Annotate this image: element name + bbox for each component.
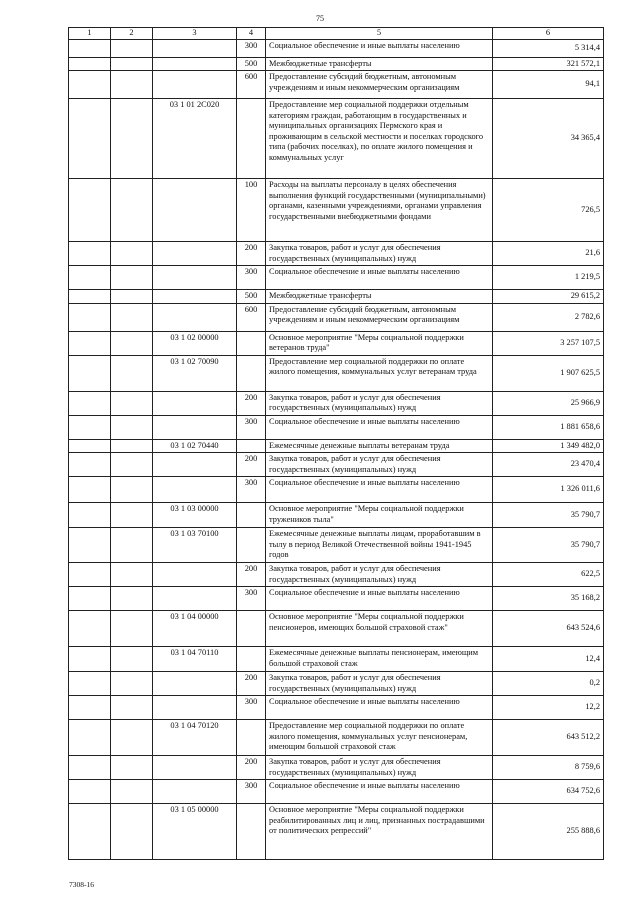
- target-item-code: [153, 242, 237, 266]
- empty-cell: [111, 39, 153, 57]
- table-row: [69, 290, 604, 304]
- empty-cell: [69, 563, 111, 587]
- empty-cell: [111, 57, 153, 71]
- table-row: [69, 355, 604, 391]
- empty-cell: [111, 696, 153, 720]
- expense-type-code: [237, 439, 266, 453]
- empty-cell: [111, 439, 153, 453]
- empty-cell: [69, 804, 111, 860]
- target-item-code: [153, 780, 237, 804]
- empty-cell: [111, 290, 153, 304]
- expense-name: Социальное обеспечение и иные выплаты населению: [266, 587, 493, 611]
- amount-cell: 321 572,1: [493, 57, 604, 71]
- table-row: [69, 242, 604, 266]
- expense-type-code: 600: [237, 303, 266, 331]
- column-header: 2: [111, 28, 153, 40]
- target-item-code: 03 1 05 00000: [153, 804, 237, 860]
- expense-name: Предоставление мер социальной поддержки отдельным категориям граждан, работающим в государственных и муниципальных организациях Пермского края и проживающим в сельской местности и поселках городского типа (рабочих поселках), по оплате жилого помещения и коммунальных услуг: [266, 99, 493, 179]
- expense-type-code: 100: [237, 179, 266, 242]
- expense-name: Социальное обеспечение и иные выплаты населению: [266, 39, 493, 57]
- target-item-code: [153, 563, 237, 587]
- empty-cell: [69, 672, 111, 696]
- expense-name: Ежемесячные денежные выплаты ветеранам труда: [266, 439, 493, 453]
- amount-cell: 25 966,9: [493, 391, 604, 415]
- expense-type-code: 500: [237, 57, 266, 71]
- column-header: 4: [237, 28, 266, 40]
- table-row: [69, 503, 604, 528]
- expense-name: Социальное обеспечение и иные выплаты населению: [266, 780, 493, 804]
- empty-cell: [111, 563, 153, 587]
- table-header-row: [69, 28, 604, 40]
- table-body: [69, 39, 604, 860]
- expense-type-code: [237, 331, 266, 355]
- table-row: [69, 611, 604, 647]
- empty-cell: [69, 439, 111, 453]
- empty-cell: [69, 528, 111, 563]
- expense-name: Закупка товаров, работ и услуг для обеспечения государственных (муниципальных) нужд: [266, 672, 493, 696]
- expense-name: Закупка товаров, работ и услуг для обеспечения государственных (муниципальных) нужд: [266, 453, 493, 477]
- empty-cell: [69, 39, 111, 57]
- expense-name: Основное мероприятие "Меры социальной поддержки тружеников тыла": [266, 503, 493, 528]
- empty-cell: [69, 266, 111, 290]
- target-item-code: 03 1 02 70090: [153, 355, 237, 391]
- expense-name: Закупка товаров, работ и услуг для обеспечения государственных (муниципальных) нужд: [266, 391, 493, 415]
- table-row: [69, 99, 604, 179]
- target-item-code: [153, 391, 237, 415]
- empty-cell: [69, 453, 111, 477]
- empty-cell: [111, 587, 153, 611]
- expense-type-code: 200: [237, 672, 266, 696]
- empty-cell: [69, 611, 111, 647]
- empty-cell: [111, 415, 153, 439]
- expense-type-code: [237, 503, 266, 528]
- target-item-code: 03 1 02 70440: [153, 439, 237, 453]
- column-header: 6: [493, 28, 604, 40]
- expense-type-code: 600: [237, 71, 266, 99]
- expense-name: Основное мероприятие "Меры социальной поддержки ветеранов труда": [266, 331, 493, 355]
- table-row: [69, 57, 604, 71]
- amount-cell: 12,2: [493, 696, 604, 720]
- expense-name: Межбюджетные трансферты: [266, 57, 493, 71]
- empty-cell: [69, 391, 111, 415]
- table-row: [69, 528, 604, 563]
- expense-type-code: [237, 355, 266, 391]
- amount-cell: 643 524,6: [493, 611, 604, 647]
- column-header: 1: [69, 28, 111, 40]
- empty-cell: [69, 647, 111, 672]
- amount-cell: 29 615,2: [493, 290, 604, 304]
- expense-type-code: 200: [237, 756, 266, 780]
- empty-cell: [111, 780, 153, 804]
- amount-cell: 726,5: [493, 179, 604, 242]
- amount-cell: 1 881 658,6: [493, 415, 604, 439]
- expense-type-code: 300: [237, 696, 266, 720]
- target-item-code: 03 1 04 70110: [153, 647, 237, 672]
- amount-cell: 23 470,4: [493, 453, 604, 477]
- empty-cell: [69, 355, 111, 391]
- empty-cell: [69, 179, 111, 242]
- table-row: [69, 587, 604, 611]
- empty-cell: [111, 720, 153, 756]
- empty-cell: [111, 71, 153, 99]
- target-item-code: [153, 179, 237, 242]
- amount-cell: 634 752,6: [493, 780, 604, 804]
- expense-type-code: 300: [237, 477, 266, 503]
- table-row: [69, 477, 604, 503]
- target-item-code: [153, 39, 237, 57]
- empty-cell: [69, 477, 111, 503]
- amount-cell: 2 782,6: [493, 303, 604, 331]
- expense-name: Закупка товаров, работ и услуг для обеспечения государственных (муниципальных) нужд: [266, 563, 493, 587]
- target-item-code: [153, 290, 237, 304]
- expense-type-code: [237, 528, 266, 563]
- table-row: [69, 71, 604, 99]
- empty-cell: [69, 415, 111, 439]
- column-header: 3: [153, 28, 237, 40]
- amount-cell: 12,4: [493, 647, 604, 672]
- empty-cell: [69, 331, 111, 355]
- empty-cell: [111, 331, 153, 355]
- expense-name: Ежемесячные денежные выплаты пенсионерам, имеющим большой страховой стаж: [266, 647, 493, 672]
- empty-cell: [111, 804, 153, 860]
- expense-name: Закупка товаров, работ и услуг для обеспечения государственных (муниципальных) нужд: [266, 242, 493, 266]
- amount-cell: 35 168,2: [493, 587, 604, 611]
- empty-cell: [69, 57, 111, 71]
- footer-code: 7308-16: [69, 880, 94, 889]
- target-item-code: 03 1 01 2С020: [153, 99, 237, 179]
- target-item-code: [153, 756, 237, 780]
- target-item-code: [153, 587, 237, 611]
- target-item-code: [153, 303, 237, 331]
- expense-type-code: [237, 804, 266, 860]
- table-row: [69, 453, 604, 477]
- target-item-code: 03 1 02 00000: [153, 331, 237, 355]
- table-row: [69, 780, 604, 804]
- amount-cell: 1 907 625,5: [493, 355, 604, 391]
- table-row: [69, 439, 604, 453]
- target-item-code: [153, 696, 237, 720]
- table-row: [69, 563, 604, 587]
- expense-type-code: 300: [237, 780, 266, 804]
- expense-type-code: 300: [237, 266, 266, 290]
- amount-cell: 3 257 107,5: [493, 331, 604, 355]
- expense-name: Межбюджетные трансферты: [266, 290, 493, 304]
- amount-cell: 35 790,7: [493, 528, 604, 563]
- empty-cell: [69, 587, 111, 611]
- target-item-code: 03 1 04 00000: [153, 611, 237, 647]
- empty-cell: [69, 99, 111, 179]
- amount-cell: 255 888,6: [493, 804, 604, 860]
- table-row: [69, 696, 604, 720]
- expense-type-code: 500: [237, 290, 266, 304]
- expense-name: Предоставление мер социальной поддержки по оплате жилого помещения, коммунальных услуг пенсионерам, имеющим большой страховой стаж: [266, 720, 493, 756]
- expense-name: Основное мероприятие "Меры социальной поддержки реабилитированных лиц и лиц, признанных пострадавшими от политических репрессий": [266, 804, 493, 860]
- expense-type-code: [237, 720, 266, 756]
- table-row: [69, 720, 604, 756]
- expense-name: Социальное обеспечение и иные выплаты населению: [266, 696, 493, 720]
- table-row: [69, 672, 604, 696]
- target-item-code: [153, 415, 237, 439]
- expense-name: Основное мероприятие "Меры социальной поддержки пенсионеров, имеющих большой страховой стаж": [266, 611, 493, 647]
- table-row: [69, 331, 604, 355]
- empty-cell: [111, 99, 153, 179]
- empty-cell: [111, 179, 153, 242]
- amount-cell: 94,1: [493, 71, 604, 99]
- page-number: 75: [316, 14, 324, 23]
- expense-name: Социальное обеспечение и иные выплаты населению: [266, 415, 493, 439]
- amount-cell: 0,2: [493, 672, 604, 696]
- expense-type-code: 300: [237, 587, 266, 611]
- expense-name: Социальное обеспечение и иные выплаты населению: [266, 266, 493, 290]
- empty-cell: [111, 453, 153, 477]
- expense-type-code: [237, 647, 266, 672]
- expense-name: Ежемесячные денежные выплаты лицам, проработавшим в тылу в период Великой Отечественной войны 1941-1945 годов: [266, 528, 493, 563]
- expense-name: Расходы на выплаты персоналу в целях обеспечения выполнения функций государственными (муниципальными) органами, казенными учреждениями, органами управления государственными внебюджетными фондами: [266, 179, 493, 242]
- table-row: [69, 804, 604, 860]
- empty-cell: [69, 780, 111, 804]
- expense-type-code: 200: [237, 453, 266, 477]
- target-item-code: 03 1 04 70120: [153, 720, 237, 756]
- expense-name: Социальное обеспечение и иные выплаты населению: [266, 477, 493, 503]
- amount-cell: 21,6: [493, 242, 604, 266]
- expense-name: Предоставление субсидий бюджетным, автономным учреждениям и иным некоммерческим организациям: [266, 71, 493, 99]
- empty-cell: [111, 672, 153, 696]
- empty-cell: [111, 611, 153, 647]
- expense-type-code: 200: [237, 563, 266, 587]
- empty-cell: [111, 756, 153, 780]
- target-item-code: [153, 477, 237, 503]
- table-row: [69, 39, 604, 57]
- expense-type-code: [237, 611, 266, 647]
- empty-cell: [111, 391, 153, 415]
- amount-cell: 1 349 482,0: [493, 439, 604, 453]
- expense-type-code: 200: [237, 391, 266, 415]
- amount-cell: 1 219,5: [493, 266, 604, 290]
- table-row: [69, 391, 604, 415]
- empty-cell: [111, 647, 153, 672]
- table-row: [69, 303, 604, 331]
- amount-cell: 8 759,6: [493, 756, 604, 780]
- empty-cell: [69, 290, 111, 304]
- table-row: [69, 756, 604, 780]
- amount-cell: 5 314,4: [493, 39, 604, 57]
- target-item-code: 03 1 03 00000: [153, 503, 237, 528]
- table-row: [69, 179, 604, 242]
- expense-type-code: 300: [237, 39, 266, 57]
- column-header: 5: [266, 28, 493, 40]
- expense-type-code: 200: [237, 242, 266, 266]
- target-item-code: 03 1 03 70100: [153, 528, 237, 563]
- expense-type-code: 300: [237, 415, 266, 439]
- empty-cell: [69, 71, 111, 99]
- empty-cell: [69, 696, 111, 720]
- empty-cell: [111, 242, 153, 266]
- expense-name: Предоставление мер социальной поддержки по оплате жилого помещения, коммунальных услуг ветеранам труда: [266, 355, 493, 391]
- amount-cell: 1 326 011,6: [493, 477, 604, 503]
- empty-cell: [111, 266, 153, 290]
- table-row: [69, 647, 604, 672]
- table-row: [69, 415, 604, 439]
- empty-cell: [111, 528, 153, 563]
- amount-cell: 34 365,4: [493, 99, 604, 179]
- expense-name: Закупка товаров, работ и услуг для обеспечения государственных (муниципальных) нужд: [266, 756, 493, 780]
- empty-cell: [69, 756, 111, 780]
- target-item-code: [153, 71, 237, 99]
- empty-cell: [111, 477, 153, 503]
- budget-table: [68, 27, 604, 860]
- expense-name: Предоставление субсидий бюджетным, автономным учреждениям и иным некоммерческим организациям: [266, 303, 493, 331]
- amount-cell: 643 512,2: [493, 720, 604, 756]
- empty-cell: [69, 303, 111, 331]
- empty-cell: [111, 503, 153, 528]
- empty-cell: [111, 355, 153, 391]
- empty-cell: [111, 303, 153, 331]
- table-row: [69, 266, 604, 290]
- empty-cell: [69, 503, 111, 528]
- amount-cell: 622,5: [493, 563, 604, 587]
- target-item-code: [153, 266, 237, 290]
- target-item-code: [153, 57, 237, 71]
- target-item-code: [153, 453, 237, 477]
- expense-type-code: [237, 99, 266, 179]
- target-item-code: [153, 672, 237, 696]
- empty-cell: [69, 720, 111, 756]
- amount-cell: 35 790,7: [493, 503, 604, 528]
- empty-cell: [69, 242, 111, 266]
